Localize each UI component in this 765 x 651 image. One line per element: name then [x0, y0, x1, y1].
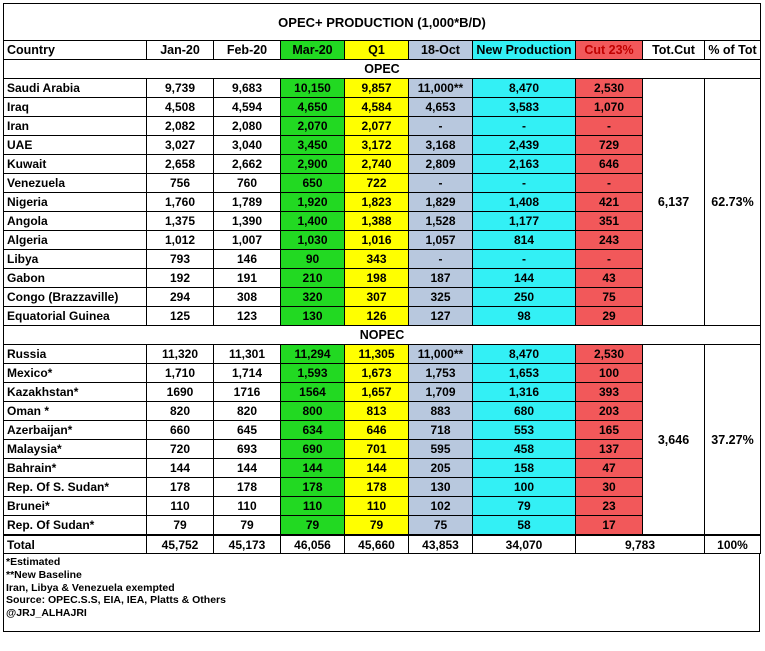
- cell-q1: 343: [345, 250, 409, 269]
- cell-q1: 110: [345, 497, 409, 516]
- cell-q1: 1,823: [345, 193, 409, 212]
- cell-new-production: 553: [473, 421, 576, 440]
- cell-feb20: 11,301: [214, 345, 281, 364]
- cell-jan20: 125: [147, 307, 214, 326]
- cell-country: Bahrain*: [4, 459, 147, 478]
- cell-cut: 2,530: [576, 79, 643, 98]
- total-pct: 100%: [705, 535, 761, 554]
- cell-new-production: 8,470: [473, 79, 576, 98]
- cell-new-production: 58: [473, 516, 576, 536]
- cell-country: Kuwait: [4, 155, 147, 174]
- cell-q1: 3,172: [345, 136, 409, 155]
- cell-new-production: 3,583: [473, 98, 576, 117]
- cell-feb20: 144: [214, 459, 281, 478]
- cell-feb20: 191: [214, 269, 281, 288]
- cell-jan20: 11,320: [147, 345, 214, 364]
- cell-jan20: 756: [147, 174, 214, 193]
- table-row: [4, 79, 761, 98]
- cell-feb20: 3,040: [214, 136, 281, 155]
- cell-oct18: 883: [409, 402, 473, 421]
- cell-country: Venezuela: [4, 174, 147, 193]
- cell-country: Oman *: [4, 402, 147, 421]
- cell-cut: 47: [576, 459, 643, 478]
- cell-country: Gabon: [4, 269, 147, 288]
- cell-q1: 722: [345, 174, 409, 193]
- cell-new-production: 144: [473, 269, 576, 288]
- opec-tot-cut: 6,137: [643, 79, 705, 326]
- cell-mar20: 1,400: [281, 212, 345, 231]
- footnote-line: Source: OPEC.S.S, EIA, IEA, Platts & Others: [6, 594, 226, 607]
- cell-country: Mexico*: [4, 364, 147, 383]
- total-mar20: 46,056: [281, 535, 345, 554]
- cell-q1: 2,740: [345, 155, 409, 174]
- cell-mar20: 130: [281, 307, 345, 326]
- cell-country: Saudi Arabia: [4, 79, 147, 98]
- cell-feb20: 308: [214, 288, 281, 307]
- cell-feb20: 760: [214, 174, 281, 193]
- table-title: OPEC+ PRODUCTION (1,000*B/D): [4, 4, 761, 41]
- cell-oct18: 1,753: [409, 364, 473, 383]
- cell-feb20: 820: [214, 402, 281, 421]
- cell-feb20: 79: [214, 516, 281, 536]
- cell-feb20: 1716: [214, 383, 281, 402]
- header-oct18: 18-Oct: [409, 41, 473, 60]
- cell-oct18: 75: [409, 516, 473, 536]
- cell-q1: 1,016: [345, 231, 409, 250]
- cell-new-production: 8,470: [473, 345, 576, 364]
- cell-q1: 307: [345, 288, 409, 307]
- cell-country: Kazakhstan*: [4, 383, 147, 402]
- cell-new-production: 2,163: [473, 155, 576, 174]
- cell-jan20: 2,082: [147, 117, 214, 136]
- cell-new-production: 680: [473, 402, 576, 421]
- cell-country: Russia: [4, 345, 147, 364]
- total-cut: 9,783: [576, 535, 705, 554]
- cell-q1: 4,584: [345, 98, 409, 117]
- cell-q1: 646: [345, 421, 409, 440]
- cell-new-production: 100: [473, 478, 576, 497]
- cell-cut: -: [576, 250, 643, 269]
- cell-feb20: 693: [214, 440, 281, 459]
- cell-oct18: 1,057: [409, 231, 473, 250]
- cell-country: UAE: [4, 136, 147, 155]
- cell-mar20: 3,450: [281, 136, 345, 155]
- cell-q1: 1,657: [345, 383, 409, 402]
- footnote-line: **New Baseline: [6, 568, 82, 581]
- footnote-line: Iran, Libya & Venezuela exempted: [6, 581, 175, 594]
- cell-mar20: 10,150: [281, 79, 345, 98]
- cell-country: Rep. Of S. Sudan*: [4, 478, 147, 497]
- cell-country: Angola: [4, 212, 147, 231]
- cell-country: Brunei*: [4, 497, 147, 516]
- cell-cut: 421: [576, 193, 643, 212]
- header-mar20: Mar-20: [281, 41, 345, 60]
- cell-mar20: 1,920: [281, 193, 345, 212]
- cell-q1: 11,305: [345, 345, 409, 364]
- total-row: [4, 535, 761, 554]
- footnotes: [3, 554, 760, 632]
- cell-mar20: 2,900: [281, 155, 345, 174]
- cell-cut: 75: [576, 288, 643, 307]
- cell-feb20: 1,390: [214, 212, 281, 231]
- cell-oct18: 1,709: [409, 383, 473, 402]
- header-tot-cut: Tot.Cut: [643, 41, 705, 60]
- cell-mar20: 90: [281, 250, 345, 269]
- cell-country: Iran: [4, 117, 147, 136]
- cell-feb20: 645: [214, 421, 281, 440]
- cell-new-production: 1,653: [473, 364, 576, 383]
- cell-q1: 144: [345, 459, 409, 478]
- header-q1: Q1: [345, 41, 409, 60]
- total-jan20: 45,752: [147, 535, 214, 554]
- cell-mar20: 4,650: [281, 98, 345, 117]
- cell-mar20: 210: [281, 269, 345, 288]
- cell-cut: 29: [576, 307, 643, 326]
- cell-q1: 701: [345, 440, 409, 459]
- cell-oct18: 1,528: [409, 212, 473, 231]
- cell-new-production: 814: [473, 231, 576, 250]
- cell-jan20: 720: [147, 440, 214, 459]
- total-q1: 45,660: [345, 535, 409, 554]
- nopec-pct-of-total: 37.27%: [705, 345, 761, 536]
- cell-new-production: -: [473, 117, 576, 136]
- cell-q1: 1,673: [345, 364, 409, 383]
- cell-cut: 243: [576, 231, 643, 250]
- cell-oct18: 205: [409, 459, 473, 478]
- cell-cut: 203: [576, 402, 643, 421]
- cell-oct18: -: [409, 250, 473, 269]
- cell-feb20: 4,594: [214, 98, 281, 117]
- cell-jan20: 4,508: [147, 98, 214, 117]
- header-feb20: Feb-20: [214, 41, 281, 60]
- total-oct18: 43,853: [409, 535, 473, 554]
- header-country: Country: [4, 41, 147, 60]
- cell-oct18: 130: [409, 478, 473, 497]
- cell-q1: 126: [345, 307, 409, 326]
- cell-feb20: 9,683: [214, 79, 281, 98]
- cell-feb20: 1,789: [214, 193, 281, 212]
- cell-feb20: 2,080: [214, 117, 281, 136]
- cell-feb20: 146: [214, 250, 281, 269]
- header-new-production: New Production: [473, 41, 576, 60]
- cell-oct18: 11,000**: [409, 345, 473, 364]
- cell-country: Nigeria: [4, 193, 147, 212]
- cell-mar20: 800: [281, 402, 345, 421]
- header-cut: Cut 23%: [576, 41, 643, 60]
- cell-new-production: 158: [473, 459, 576, 478]
- group-label-nopec: NOPEC: [4, 326, 761, 345]
- cell-mar20: 11,294: [281, 345, 345, 364]
- cell-q1: 2,077: [345, 117, 409, 136]
- cell-country: Algeria: [4, 231, 147, 250]
- cell-country: Equatorial Guinea: [4, 307, 147, 326]
- total-label: Total: [4, 535, 147, 554]
- cell-mar20: 2,070: [281, 117, 345, 136]
- cell-jan20: 1,760: [147, 193, 214, 212]
- cell-mar20: 650: [281, 174, 345, 193]
- cell-q1: 79: [345, 516, 409, 536]
- table-row: [4, 345, 761, 364]
- cell-mar20: 1,593: [281, 364, 345, 383]
- cell-new-production: 250: [473, 288, 576, 307]
- cell-jan20: 820: [147, 402, 214, 421]
- production-sheet: [3, 3, 760, 632]
- cell-oct18: 4,653: [409, 98, 473, 117]
- cell-country: Rep. Of Sudan*: [4, 516, 147, 536]
- group-label-opec: OPEC: [4, 60, 761, 79]
- cell-feb20: 110: [214, 497, 281, 516]
- cell-feb20: 1,714: [214, 364, 281, 383]
- cell-mar20: 320: [281, 288, 345, 307]
- cell-jan20: 79: [147, 516, 214, 536]
- cell-cut: -: [576, 174, 643, 193]
- header-pct: % of Tot: [705, 41, 761, 60]
- cell-new-production: -: [473, 174, 576, 193]
- cell-q1: 9,857: [345, 79, 409, 98]
- cell-new-production: 1,177: [473, 212, 576, 231]
- cell-feb20: 123: [214, 307, 281, 326]
- cell-cut: 351: [576, 212, 643, 231]
- cell-oct18: 187: [409, 269, 473, 288]
- cell-oct18: 102: [409, 497, 473, 516]
- cell-q1: 813: [345, 402, 409, 421]
- cell-jan20: 294: [147, 288, 214, 307]
- nopec-tot-cut: 3,646: [643, 345, 705, 536]
- cell-mar20: 110: [281, 497, 345, 516]
- cell-cut: 17: [576, 516, 643, 536]
- cell-cut: -: [576, 117, 643, 136]
- cell-country: Azerbaijan*: [4, 421, 147, 440]
- cell-new-production: 1,316: [473, 383, 576, 402]
- cell-oct18: -: [409, 117, 473, 136]
- cell-cut: 646: [576, 155, 643, 174]
- cell-cut: 43: [576, 269, 643, 288]
- cell-mar20: 1564: [281, 383, 345, 402]
- cell-q1: 1,388: [345, 212, 409, 231]
- cell-oct18: 2,809: [409, 155, 473, 174]
- cell-jan20: 192: [147, 269, 214, 288]
- cell-jan20: 1690: [147, 383, 214, 402]
- cell-oct18: 325: [409, 288, 473, 307]
- cell-oct18: 127: [409, 307, 473, 326]
- cell-cut: 23: [576, 497, 643, 516]
- cell-cut: 393: [576, 383, 643, 402]
- cell-q1: 178: [345, 478, 409, 497]
- cell-new-production: 1,408: [473, 193, 576, 212]
- footnote-line: @JRJ_ALHAJRI: [6, 607, 87, 620]
- cell-oct18: 11,000**: [409, 79, 473, 98]
- cell-cut: 100: [576, 364, 643, 383]
- cell-oct18: 595: [409, 440, 473, 459]
- cell-mar20: 144: [281, 459, 345, 478]
- cell-cut: 30: [576, 478, 643, 497]
- cell-mar20: 1,030: [281, 231, 345, 250]
- cell-jan20: 110: [147, 497, 214, 516]
- cell-cut: 165: [576, 421, 643, 440]
- cell-jan20: 3,027: [147, 136, 214, 155]
- cell-mar20: 690: [281, 440, 345, 459]
- cell-country: Iraq: [4, 98, 147, 117]
- production-table: [3, 3, 761, 554]
- cell-country: Malaysia*: [4, 440, 147, 459]
- cell-jan20: 793: [147, 250, 214, 269]
- cell-cut: 137: [576, 440, 643, 459]
- cell-mar20: 178: [281, 478, 345, 497]
- cell-cut: 1,070: [576, 98, 643, 117]
- cell-new-production: 458: [473, 440, 576, 459]
- cell-new-production: 2,439: [473, 136, 576, 155]
- cell-new-production: -: [473, 250, 576, 269]
- cell-country: Congo (Brazzaville): [4, 288, 147, 307]
- cell-jan20: 9,739: [147, 79, 214, 98]
- cell-cut: 729: [576, 136, 643, 155]
- cell-oct18: -: [409, 174, 473, 193]
- cell-feb20: 178: [214, 478, 281, 497]
- cell-jan20: 1,375: [147, 212, 214, 231]
- cell-jan20: 1,710: [147, 364, 214, 383]
- total-feb20: 45,173: [214, 535, 281, 554]
- cell-cut: 2,530: [576, 345, 643, 364]
- cell-jan20: 660: [147, 421, 214, 440]
- cell-jan20: 178: [147, 478, 214, 497]
- cell-country: Libya: [4, 250, 147, 269]
- cell-oct18: 3,168: [409, 136, 473, 155]
- cell-oct18: 1,829: [409, 193, 473, 212]
- footnote-line: *Estimated: [6, 556, 61, 568]
- cell-new-production: 98: [473, 307, 576, 326]
- cell-mar20: 79: [281, 516, 345, 536]
- opec-pct-of-total: 62.73%: [705, 79, 761, 326]
- cell-oct18: 718: [409, 421, 473, 440]
- cell-jan20: 1,012: [147, 231, 214, 250]
- cell-q1: 198: [345, 269, 409, 288]
- total-new-production: 34,070: [473, 535, 576, 554]
- cell-feb20: 2,662: [214, 155, 281, 174]
- cell-feb20: 1,007: [214, 231, 281, 250]
- cell-jan20: 2,658: [147, 155, 214, 174]
- header-jan20: Jan-20: [147, 41, 214, 60]
- header-row: [4, 41, 761, 60]
- cell-jan20: 144: [147, 459, 214, 478]
- cell-mar20: 634: [281, 421, 345, 440]
- cell-new-production: 79: [473, 497, 576, 516]
